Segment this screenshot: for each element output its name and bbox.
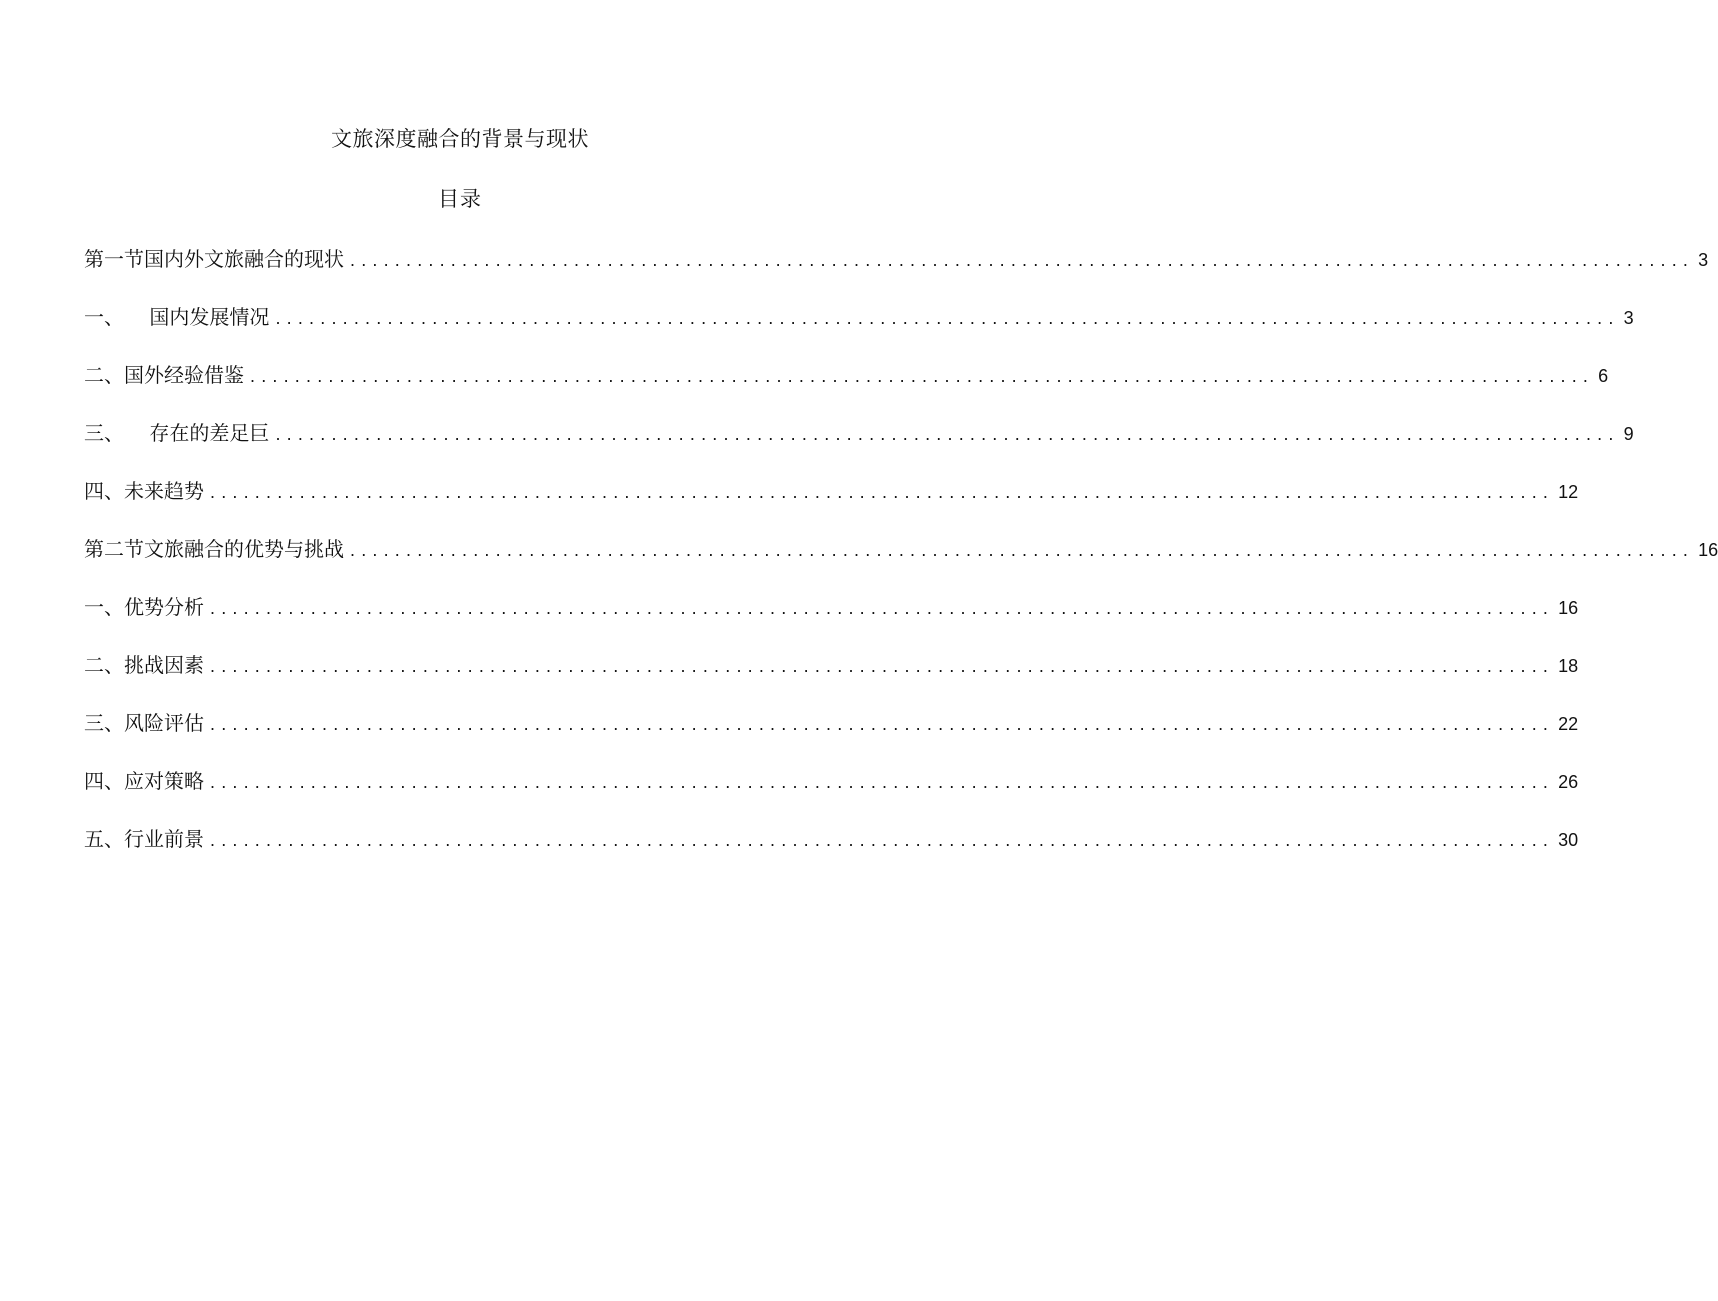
toc-entry-label: 一、优势分析: [84, 595, 204, 619]
toc-entry-label: 五、行业前景: [84, 827, 204, 851]
toc-entry[interactable]: [84, 766, 1579, 824]
toc-leader-dots: ........................................................................................................................: [250, 366, 1595, 386]
document-title: 文旅深度融合的背景与现状: [331, 127, 589, 151]
toc-entry-label: 三、 存在的差足巨: [84, 421, 270, 445]
toc-leader-dots: ........................................................................................................................: [350, 250, 1695, 270]
toc-entry-page: 22: [1558, 714, 1579, 734]
toc-entry-label: 二、挑战因素: [84, 653, 204, 677]
toc-entry-label: 四、未来趋势: [84, 479, 204, 503]
toc-entry-label: 第二节文旅融合的优势与挑战: [84, 537, 344, 561]
toc-leader-dots: ........................................................................................................................: [275, 308, 1620, 328]
toc-leader-dots: ........................................................................................................................: [210, 830, 1555, 850]
toc-entry-page: 3: [1698, 250, 1709, 270]
toc-entry-label: 一、 国内发展情况: [84, 305, 270, 329]
toc-entry-label: 二、国外经验借鉴: [84, 363, 244, 387]
toc-entry-page: 3: [1623, 308, 1634, 328]
toc-entry[interactable]: [84, 534, 1718, 592]
toc-entry-page: 30: [1558, 830, 1579, 850]
toc-entry-page: 6: [1598, 366, 1609, 386]
toc-entry-label: 第一节国内外文旅融合的现状: [84, 247, 344, 271]
toc-leader-dots: ........................................................................................................................: [350, 540, 1695, 560]
toc-entry-page: 16: [1558, 598, 1579, 618]
toc-leader-dots: ........................................................................................................................: [210, 772, 1555, 792]
toc-leader-dots: ........................................................................................................................: [210, 656, 1555, 676]
toc-entry-page: 16: [1698, 540, 1718, 560]
toc-entry[interactable]: [84, 244, 1709, 302]
toc-entry[interactable]: [84, 360, 1609, 418]
toc-entry-page: 9: [1623, 424, 1634, 444]
toc-entry[interactable]: [84, 476, 1579, 534]
toc-entry-page: 18: [1558, 656, 1579, 676]
toc-entry-label: 三、风险评估: [84, 711, 204, 735]
toc-entry-page: 26: [1558, 772, 1579, 792]
toc-entry-page: 12: [1558, 482, 1579, 502]
toc-entry[interactable]: [84, 418, 1634, 476]
toc-entry[interactable]: [84, 650, 1579, 708]
toc-entry[interactable]: [84, 592, 1579, 650]
toc-entry[interactable]: [84, 302, 1634, 360]
toc-entry[interactable]: [84, 708, 1579, 766]
toc-heading: 目录: [438, 187, 482, 211]
toc-entry-label: 四、应对策略: [84, 769, 204, 793]
toc-leader-dots: ........................................................................................................................: [210, 482, 1555, 502]
toc-leader-dots: ........................................................................................................................: [210, 714, 1555, 734]
table-of-contents: [84, 244, 1718, 882]
toc-leader-dots: ........................................................................................................................: [210, 598, 1555, 618]
toc-entry[interactable]: [84, 824, 1579, 882]
toc-leader-dots: ........................................................................................................................: [275, 424, 1620, 444]
